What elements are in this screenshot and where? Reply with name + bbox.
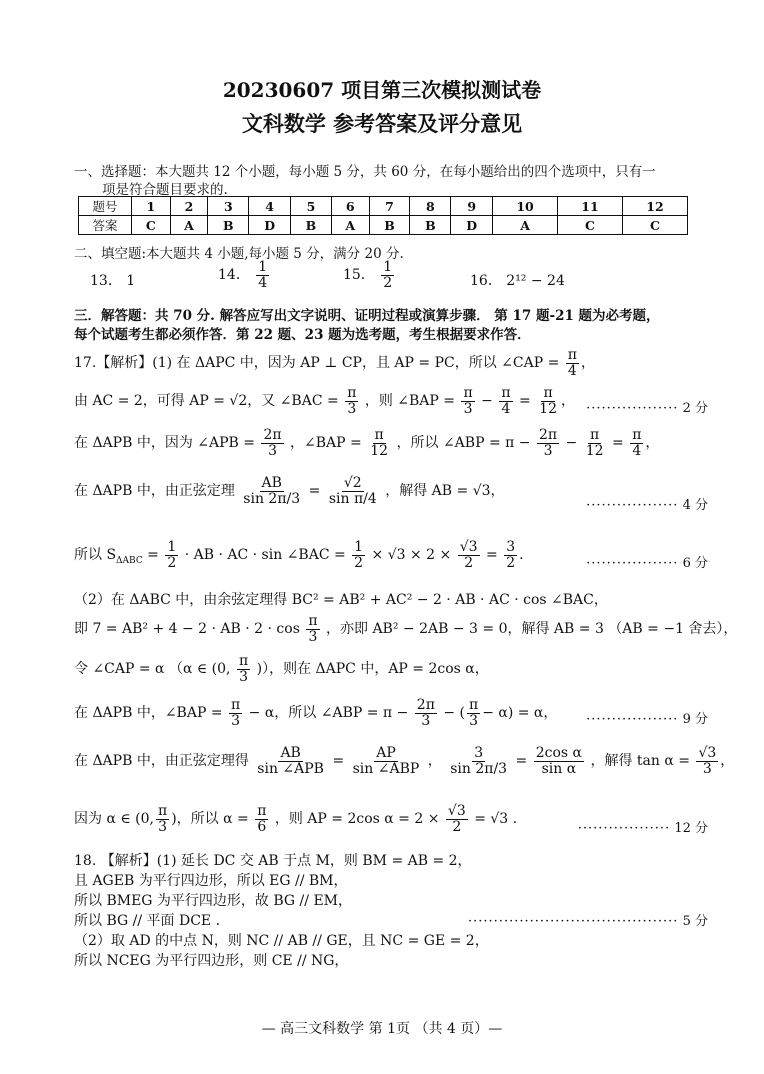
section3-line1: 三．解答题：共 70 分. 解答应写出文字说明、证明过程或演算步骤． 第 17 题-21 题为必考题，	[74, 308, 660, 324]
table-cell-answer: A	[493, 216, 558, 235]
page-footer: — 高三文科数学 第 1页 （共 4 页）—	[261, 1021, 503, 1037]
table-cell-number: 6	[331, 197, 369, 216]
table-row-numbers	[79, 197, 688, 216]
table-header-answer: 答案	[79, 216, 132, 235]
q13-label: 13．	[90, 273, 122, 289]
table-row-answers	[79, 216, 688, 235]
table-cell-answer: C	[558, 216, 623, 235]
q16-value: 2¹² − 24	[506, 273, 565, 289]
section2-line: 二、填空题:本大题共 4 小题,每小题 5 分，满分 20 分.	[74, 246, 404, 262]
q18-line2: 且 AGEB 为平行四边形，所以 EG // BM，	[74, 873, 348, 889]
q18-line4: 所以 BG // 平面 DCE .	[74, 913, 221, 929]
q17-line3: 在 ΔAPB 中，因为 ∠APB = $\frac{2\pi}{3}$ ，∠BAP = $\frac{\pi}{12}$ ，所以 ∠ABP = π − $\frac{2\pi}{3}$ − $\frac{\pi}{12}$ = $\frac{\pi}{4}$ ，	[74, 427, 660, 459]
table-cell-answer: B	[410, 216, 451, 235]
table-cell-number: 5	[291, 197, 332, 216]
table-cell-answer: A	[331, 216, 369, 235]
q17-line6: （2）在 ΔABC 中，由余弦定理得 BC² = AB² + AC² − 2 · AB · AC · cos ∠BAC，	[74, 592, 608, 608]
q17-score-2: ·················· 2 分	[586, 401, 708, 416]
q13-answer	[90, 270, 135, 290]
table-cell-answer: A	[170, 216, 208, 235]
table-cell-answer: B	[369, 216, 410, 235]
q17-line10: 在 ΔAPB 中，由正弦定理得 $\frac{AB}{\text{sin ∠APB}}$ = $\frac{AP}{\text{sin ∠ABP}}$ ， $\frac{3}{\sin 2\pi/3}$ = $\frac{\text{2cos α}}{\text{sin α}}$ ，解得 tan α = $\frac{√3}{3}$ ，	[74, 745, 735, 777]
table-cell-number: 1	[132, 197, 171, 216]
table-cell-number: 9	[451, 197, 493, 216]
q18-line6: 所以 NCEG 为平行四边形，则 CE // NG，	[74, 953, 349, 969]
table-cell-number: 10	[493, 197, 558, 216]
table-cell-answer: C	[622, 216, 687, 235]
q18-line3: 所以 BMEG 为平行四边形，故 BG // EM，	[74, 893, 352, 909]
q14-label: 14．	[218, 267, 250, 284]
q17-score-9: ·················· 9 分	[586, 712, 708, 727]
q17-score-12: ·················· 12 分	[577, 821, 708, 836]
table-cell-number: 11	[558, 197, 623, 216]
table-cell-number: 12	[622, 197, 687, 216]
q18-line1: 18. 【解析】(1) 延长 DC 交 AB 于点 M，则 BM = AB = 2，	[74, 853, 472, 869]
table-cell-answer: B	[291, 216, 332, 235]
answer-table	[78, 196, 688, 235]
q15-fraction: $\frac{1}{2}$	[383, 259, 393, 291]
table-cell-answer: C	[132, 216, 171, 235]
section3-line2: 每个试题考生都必须作答．第 22 题、23 题为选考题，考生根据要求作答．	[74, 327, 531, 343]
table-cell-number: 3	[208, 197, 249, 216]
q17-line9: 在 ΔAPB 中，∠BAP = $\frac{\pi}{3}$ − α，所以 ∠ABP = π − $\frac{2\pi}{3}$ − ( $\frac{\pi}{3}$ − α) = α，	[74, 697, 558, 729]
section1-line1: 一、选择题：本大题共 12 个小题，每小题 5 分，共 60 分，在每小题给出的四个选项中，只有一	[74, 164, 656, 180]
table-cell-number: 7	[369, 197, 410, 216]
table-cell-number: 4	[249, 197, 291, 216]
q17-line4: 在 ΔAPB 中，由正弦定理 $\frac{AB}{\sin 2\pi/3}$ = $\frac{√2}{\text{sin π/4}}$ ，解得 AB = √3，	[74, 475, 505, 507]
table-cell-answer: B	[208, 216, 249, 235]
q17-line1: 17.【解析】(1) 在 ΔAPC 中，因为 AP ⊥ CP，且 AP = PC，所以 ∠CAP = $\frac{\pi}{4}$ ，	[74, 347, 595, 379]
page-subtitle: 文科数学 参考答案及评分意见	[241, 111, 523, 136]
q18-line5: （2）取 AD 的中点 N，则 NC // AB // GE，且 NC = GE = 2，	[74, 933, 489, 949]
q16-answer	[470, 270, 565, 290]
table-cell-number: 8	[410, 197, 451, 216]
q18-score-5: ········································· 5 分	[468, 914, 708, 929]
q14-fraction: $\frac{1}{4}$	[258, 259, 268, 291]
table-cell-number: 2	[170, 197, 208, 216]
q15-answer	[343, 260, 396, 290]
q17-line5: 所以 $S_{\Delta ABC}$ = $\frac{1}{2}$ · AB · AC · sin ∠BAC = $\frac{1}{2}$ × √3 × 2 × $\frac{√3}{2}$ = $\frac{3}{2}$ .	[74, 539, 524, 571]
q17-score-6: ·················· 6 分	[586, 556, 708, 571]
table-header-number: 题号	[79, 197, 132, 216]
section1-line2: 项是符合题目要求的.	[102, 182, 228, 198]
q17-line2: 由 AC = 2，可得 AP = √2，又 ∠BAC = $\frac{\pi}{3}$ ，则 ∠BAP = $\frac{\pi}{3}$ − $\frac{\pi}{4}$ = $\frac{\pi}{12}$ ，	[74, 385, 575, 417]
table-cell-answer: D	[249, 216, 291, 235]
q14-answer	[218, 260, 271, 290]
q16-label: 16．	[470, 273, 502, 289]
q17-score-4: ·················· 4 分	[586, 498, 708, 513]
q15-label: 15．	[343, 267, 375, 284]
q17-line7: 即 7 = AB² + 4 − 2 · AB · 2 · cos $\frac{\pi}{3}$ ，亦即 AB² − 2AB − 3 = 0，解得 AB = 3 （AB = −1 舍去），	[74, 613, 738, 645]
q17-line11: 因为 α ∈ (0, $\frac{\pi}{3}$ )，所以 α = $\frac{\pi}{6}$ ，则 AP = 2cos α = 2 × $\frac{√3}{2}$ = √3 .	[74, 803, 518, 835]
q13-value: 1	[126, 273, 136, 289]
q17-line8: 令 ∠CAP = α （α ∈ (0, $\frac{\pi}{3}$ )），则在 ΔAPC 中，AP = 2cos α，	[74, 653, 489, 685]
page-title: 20230607 项目第三次模拟测试卷	[222, 78, 542, 102]
table-cell-answer: D	[451, 216, 493, 235]
